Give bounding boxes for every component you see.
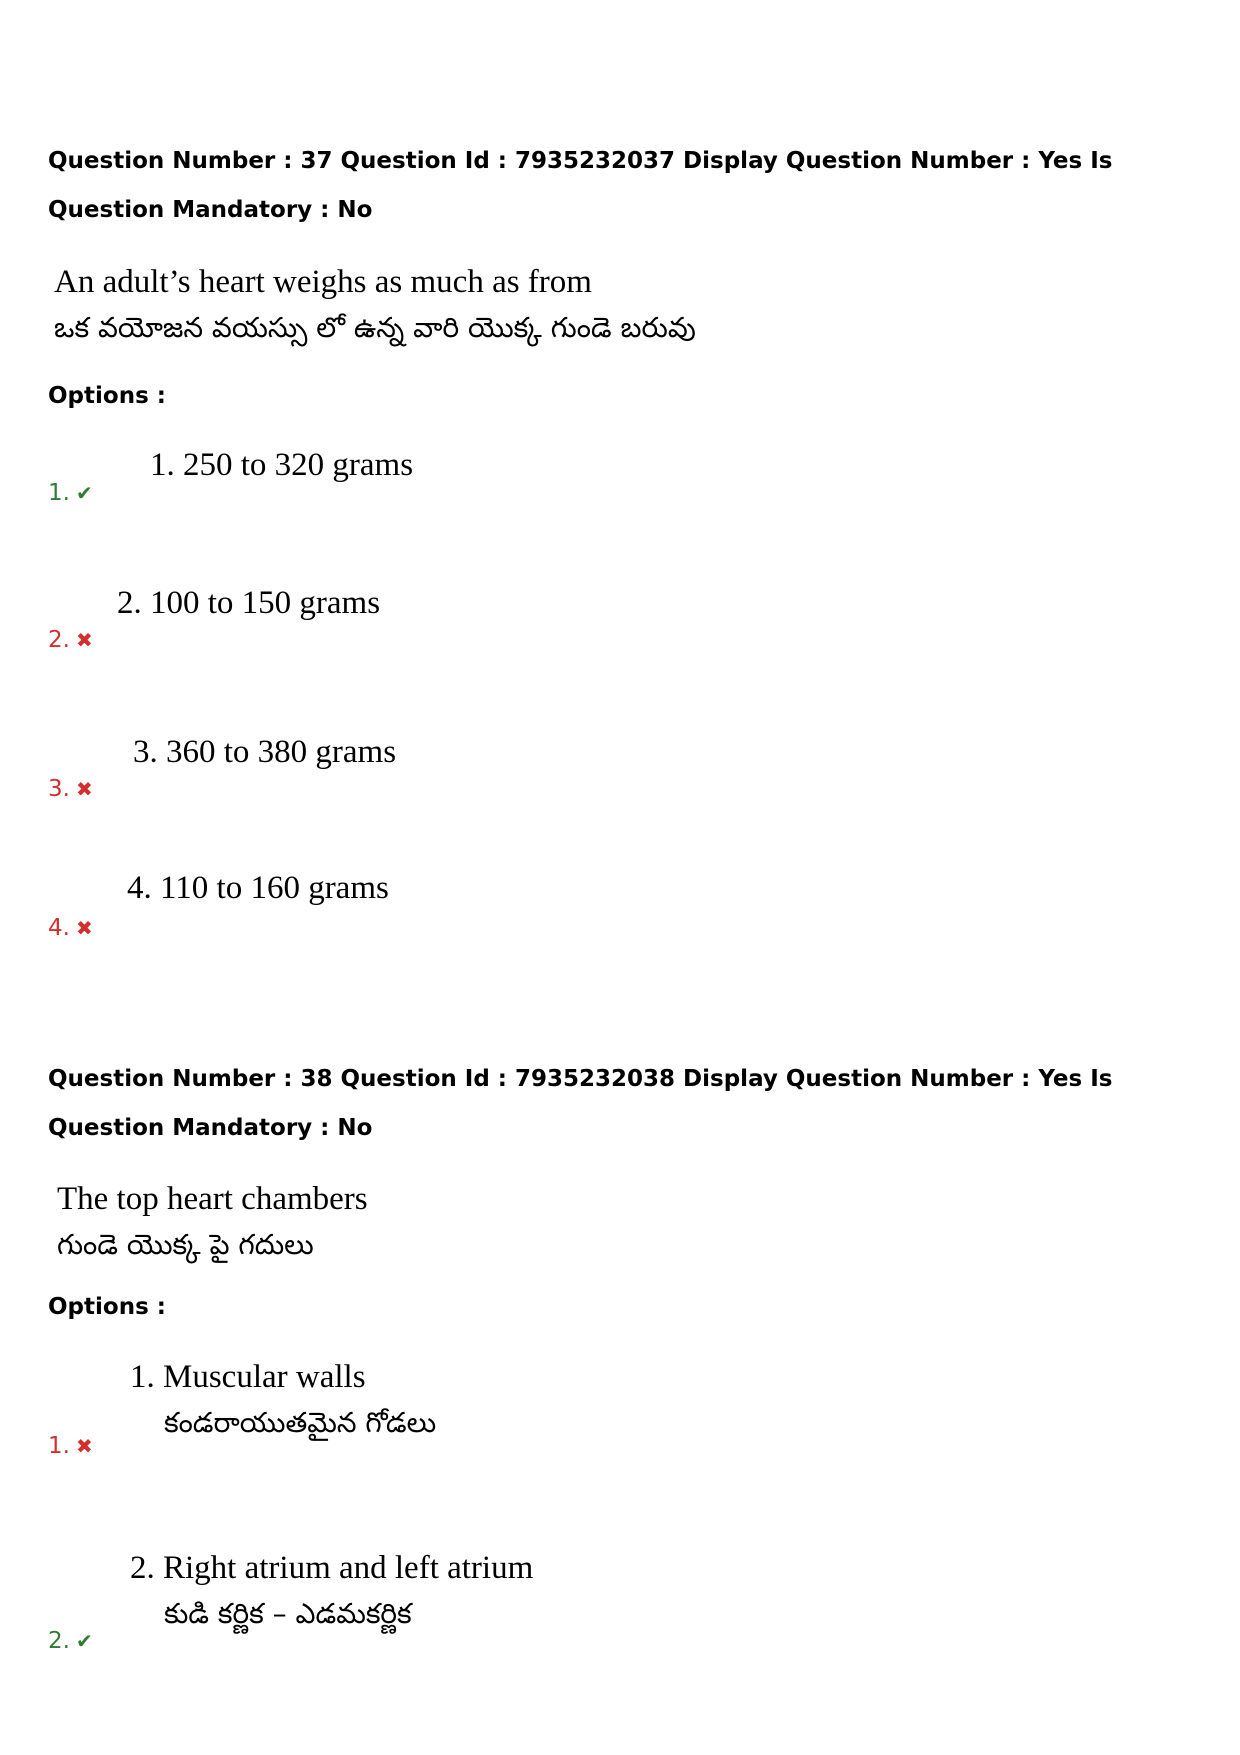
- question-37-text-telugu: ఒక వయోజన వయస్సు లో ఉన్న వారి యొక్క గుండె బరువు: [54, 311, 696, 344]
- question-37-option-3-marker: [48, 776, 93, 802]
- question-38-option-1-text: [130, 1354, 436, 1446]
- question-37-option-4-text: 4. 110 to 160 grams: [127, 870, 389, 906]
- option-number: 1.: [48, 1433, 70, 1459]
- cross-icon: ✖: [75, 916, 93, 940]
- question-37-text: [54, 259, 696, 351]
- question-38-header: Question Number : 38 Question Id : 7935232038 Display Question Number : Yes Is Question Mandatory : No: [48, 1066, 1113, 1141]
- option-number: 1.: [48, 480, 70, 506]
- cross-icon: ✖: [75, 777, 93, 801]
- question-37-header: Question Number : 37 Question Id : 7935232037 Display Question Number : Yes Is Question Mandatory : No: [48, 148, 1113, 223]
- cross-icon: ✖: [75, 1434, 93, 1458]
- question-38-options-label: Options :: [48, 1294, 166, 1320]
- question-38-text-telugu: గుండె యొక్క పై గదులు: [57, 1228, 314, 1261]
- question-37-option-3-text: 3. 360 to 380 grams: [133, 734, 397, 770]
- question-38-text: [57, 1176, 368, 1268]
- question-37-option-2-text: 2. 100 to 150 grams: [117, 585, 381, 621]
- question-37-option-1-marker: [48, 480, 93, 506]
- question-37-text-english: An adult’s heart weighs as much as from: [54, 264, 592, 300]
- check-icon: ✔: [75, 481, 93, 505]
- question-38-option-2-english: 2. Right atrium and left atrium: [130, 1550, 534, 1586]
- question-37-option-2-marker: [48, 627, 93, 653]
- question-38-text-english: The top heart chambers: [57, 1181, 368, 1217]
- question-38-option-1-marker: [48, 1433, 93, 1459]
- question-38-option-2-marker: [48, 1628, 93, 1654]
- option-number: 3.: [48, 776, 70, 802]
- question-37-option-4-marker: [48, 915, 93, 941]
- question-38-option-2-text: [130, 1545, 533, 1637]
- check-icon: ✔: [75, 1629, 93, 1653]
- question-38-option-1-english: 1. Muscular walls: [130, 1359, 366, 1395]
- option-number: 4.: [48, 915, 70, 941]
- question-38-option-2-telugu: కుడి కర్ణిక – ఎడమకర్ణిక: [164, 1597, 412, 1630]
- option-number: 2.: [48, 627, 70, 653]
- question-37-options-label: Options :: [48, 383, 166, 409]
- question-38-option-1-telugu: కండరాయుతమైన గోడలు: [164, 1406, 437, 1439]
- question-37-option-1-text: 1. 250 to 320 grams: [150, 447, 414, 483]
- cross-icon: ✖: [75, 628, 93, 652]
- option-number: 2.: [48, 1628, 70, 1654]
